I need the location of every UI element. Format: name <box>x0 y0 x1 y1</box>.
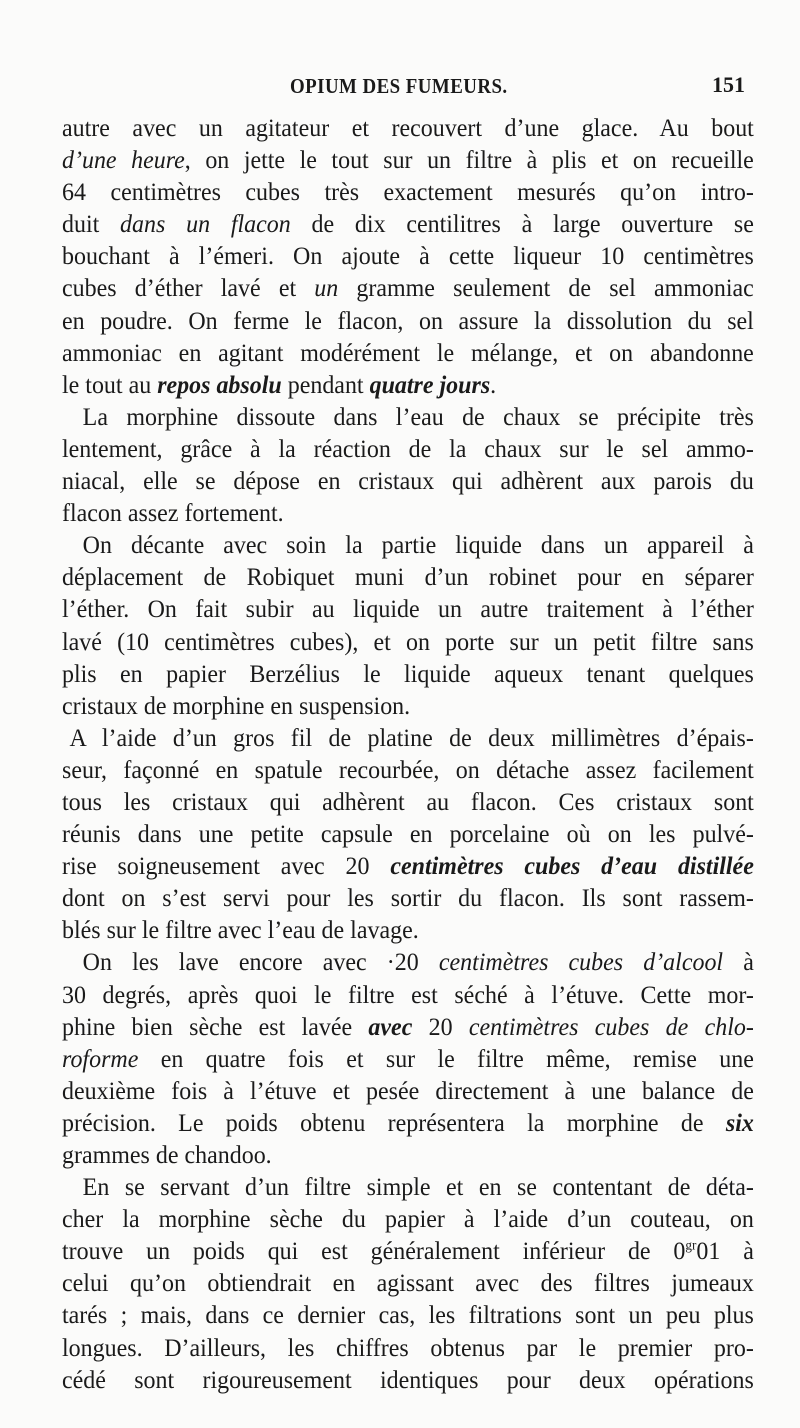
text-segment: réunis dans une petite capsule en porcelaine où on les pulvé- <box>62 819 754 849</box>
text-segment: deuxième fois à l’étuve et pesée directement à une balance de <box>62 1075 754 1105</box>
text-line <box>62 465 754 497</box>
text-segment: gramme seulement de sel ammoniac <box>338 273 754 303</box>
text-segment: autre avec un agitateur et recouvert d’une glace. Au bout <box>62 113 754 142</box>
text-segment: bouchant à l’émeri. On ajoute à cette liqueur 10 centimètres <box>62 241 754 271</box>
text-line <box>62 882 754 914</box>
text-segment: repos absolu <box>157 369 282 399</box>
text-line <box>62 1203 754 1235</box>
text-line <box>62 1107 754 1139</box>
running-title: OPIUM DES FUMEURS. <box>290 74 508 98</box>
text-line <box>62 176 754 208</box>
text-segment: En se servant d’un filtre simple et en se contentant de déta- <box>82 1172 754 1202</box>
text-line <box>62 497 754 529</box>
text-line <box>62 208 754 240</box>
text-segment: lentement, grâce à la réaction de la chaux sur le sel ammo- <box>62 433 754 463</box>
text-line <box>62 1043 754 1075</box>
text-segment: celui qu’on obtiendrait en agissant avec des filtres jumeaux <box>62 1268 754 1298</box>
text-segment: 20 <box>412 1011 469 1041</box>
text-segment: centimètres cubes d’eau distillée <box>390 851 754 881</box>
text-segment: 30 degrés, après quoi le filtre est séché à l’étuve. Cette mor- <box>62 979 754 1009</box>
text-segment: rise soigneusement avec 20 <box>62 851 391 881</box>
text-segment: précision. Le poids obtenu représentera la morphine de <box>62 1107 726 1137</box>
text-line <box>62 690 754 722</box>
text-line <box>62 305 754 337</box>
text-segment: ammoniac en agitant modérément le mélange, et on abandonne <box>62 337 754 367</box>
text-segment: de dix centilitres à large ouverture se <box>290 209 754 239</box>
text-segment: tarés ; mais, dans ce dernier cas, les filtrations sont un peu plus <box>62 1300 754 1330</box>
text-segment: plis en papier Berzélius le liquide aqueux tenant quelques <box>62 658 754 688</box>
text-segment: dont on s’est servi pour les sortir du flacon. Ils sont rassem- <box>62 883 754 913</box>
text-line <box>62 337 754 369</box>
text-segment: flacon assez fortement. <box>62 498 284 528</box>
body-text <box>62 112 754 1396</box>
text-line <box>62 850 754 882</box>
text-segment: lavé (10 centimètres cubes), et on porte sur un petit filtre sans <box>62 626 754 656</box>
text-line <box>62 754 754 786</box>
text-segment: à <box>723 947 754 977</box>
text-segment: en poudre. On ferme le flacon, on assure la dissolution du sel <box>62 305 754 335</box>
text-segment: l’éther. On fait subir au liquide un autre traitement à l’éther <box>62 594 754 624</box>
text-segment: pendant <box>281 369 370 399</box>
text-segment: . <box>490 369 497 399</box>
text-segment: 01 à <box>696 1236 754 1266</box>
text-line <box>62 272 754 304</box>
text-line <box>62 240 754 272</box>
text-line <box>62 529 754 561</box>
text-line <box>62 1364 754 1396</box>
text-line <box>62 1235 754 1267</box>
text-segment: avec <box>368 1011 413 1041</box>
text-line <box>62 112 754 144</box>
text-segment: cubes d’éther lavé et <box>62 273 315 303</box>
text-segment: longues. D’ailleurs, les chiffres obtenus par le premier pro- <box>62 1332 754 1362</box>
text-segment: gr <box>685 1238 697 1254</box>
text-line <box>62 1139 754 1171</box>
text-segment: dans un flacon <box>120 209 291 239</box>
text-line <box>62 433 754 465</box>
text-segment: trouve un poids qui est généralement inférieur de 0 <box>62 1236 686 1266</box>
text-line <box>62 818 754 850</box>
text-segment: seur, façonné en spatule recourbée, on détache assez facilement <box>62 754 754 784</box>
text-line <box>62 1011 754 1043</box>
text-line <box>62 1332 754 1364</box>
text-line <box>62 946 754 978</box>
text-segment: en quatre fois et sur le filtre même, remise une <box>138 1043 754 1073</box>
text-line <box>62 626 754 658</box>
text-segment: d’une heure <box>62 145 185 175</box>
text-segment: cher la morphine sèche du papier à l’aide d’un couteau, on <box>62 1204 754 1234</box>
text-segment: déplacement de Robiquet muni d’un robinet pour en séparer <box>62 562 754 592</box>
text-segment: A l’aide d’un gros fil de platine de deux millimètres d’épais- <box>69 722 754 752</box>
text-line <box>62 786 754 818</box>
text-line <box>62 722 754 754</box>
text-segment: On décante avec soin la partie liquide dans un appareil à <box>82 530 754 560</box>
text-line <box>62 401 754 433</box>
text-segment: le tout au <box>62 369 158 399</box>
text-segment: grammes de chandoo. <box>62 1140 272 1169</box>
text-segment: centimètres cubes de chlo- <box>468 1011 754 1041</box>
text-segment: un <box>314 273 339 303</box>
text-line <box>62 1299 754 1331</box>
page-number: 151 <box>712 72 745 97</box>
text-line <box>62 1171 754 1203</box>
text-segment: La morphine dissoute dans l’eau de chaux se précipite très <box>82 401 754 431</box>
text-line <box>62 593 754 625</box>
text-segment: , on jette le tout sur un filtre à plis et on recueille <box>184 145 754 175</box>
text-line <box>62 1267 754 1299</box>
text-segment: quatre jours <box>369 369 491 399</box>
text-segment: duit <box>62 209 121 239</box>
text-segment: centimètres cubes d’alcool <box>438 947 724 977</box>
text-segment: On les lave encore avec ·20 <box>82 947 439 977</box>
text-line <box>62 144 754 176</box>
text-segment: roforme <box>62 1043 139 1073</box>
text-line <box>62 914 754 946</box>
text-line <box>62 561 754 593</box>
text-segment: 64 centimètres cubes très exactement mesurés qu’on intro- <box>62 177 754 207</box>
text-segment: cédé sont rigoureusement identiques pour deux opérations <box>62 1364 754 1394</box>
text-segment: tous les cristaux qui adhèrent au flacon. Ces cristaux sont <box>62 786 754 816</box>
text-segment: cristaux de morphine en suspension. <box>62 690 411 720</box>
text-line <box>62 1075 754 1107</box>
text-segment: six <box>725 1107 754 1137</box>
text-line <box>62 979 754 1011</box>
text-segment: niacal, elle se dépose en cristaux qui adhèrent aux parois du <box>62 466 754 496</box>
text-line <box>62 369 754 401</box>
text-line <box>62 658 754 690</box>
text-segment: blés sur le filtre avec l’eau de lavage. <box>62 915 419 945</box>
text-segment: phine bien sèche est lavée <box>62 1011 369 1041</box>
